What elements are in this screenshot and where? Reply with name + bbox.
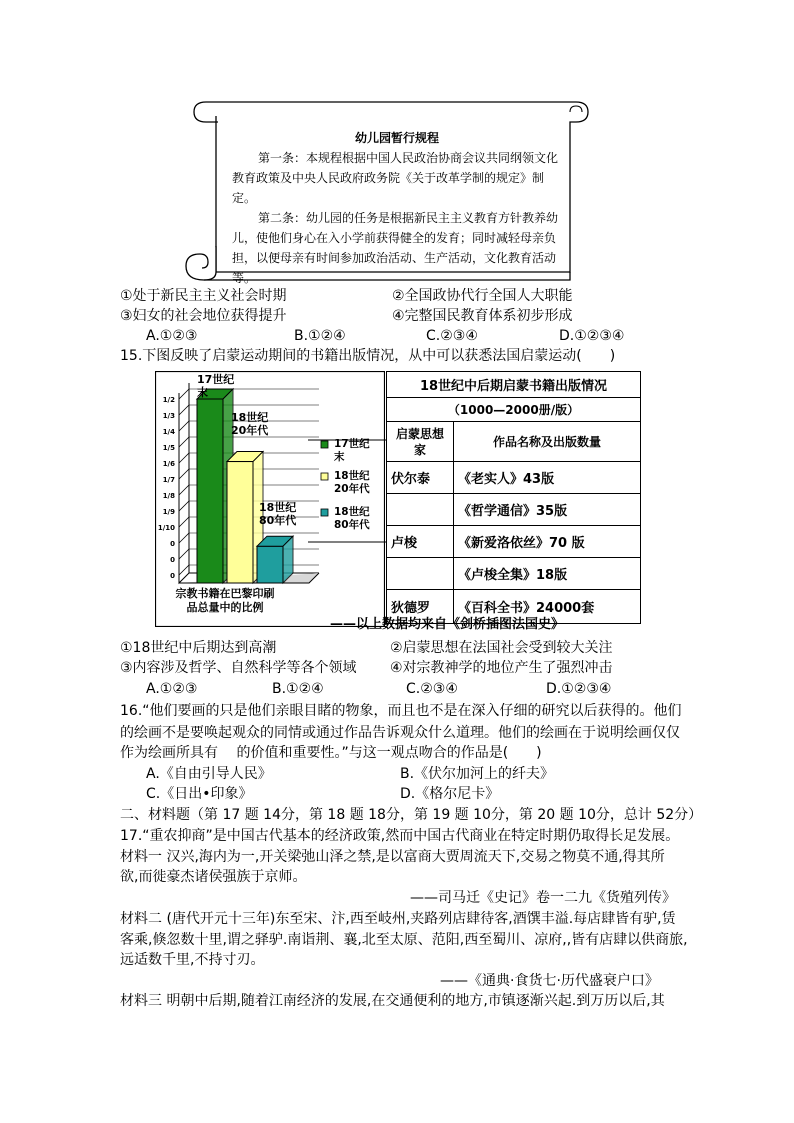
pub-author: [387, 558, 454, 590]
material-2-line-3: 远适数千里,不持寸刃。: [120, 952, 265, 968]
q15-choice-b: B.①②④: [272, 681, 324, 697]
chart-title-line-2: 品总量中的比例: [186, 601, 264, 614]
chart-legend-label: 20年代: [334, 483, 370, 495]
pub-table-subtitle: （1000—2000册/版）: [387, 398, 641, 422]
material-2-line-2: 客乘,倏忽数十里,谓之驿驴.南诣荆、襄,北至太原、范阳,西至蜀川、凉府,,皆有店肆以供商旅,: [120, 932, 688, 948]
chart-bar: [227, 462, 253, 583]
chart-y-tick: 1/9: [162, 508, 175, 516]
pub-table-title: 18世纪中后期启蒙书籍出版情况: [387, 372, 641, 398]
section-2-heading: 二、材料题（第 17 题 14分，第 18 题 18分，第 19 题 10分，第 20 题 10分，总计 52分）: [120, 807, 703, 823]
chart-bar-label: 17世纪: [197, 373, 235, 386]
chart-bar-label: 末: [197, 386, 208, 399]
chart-legend-label: 80年代: [334, 519, 370, 531]
q16-option-c: C.《日出•印象》: [146, 786, 253, 802]
q15-option-1: ①18世纪中后期达到高潮: [120, 640, 277, 656]
chart-y-tick: 1/3: [162, 412, 175, 420]
chart-y-tick: 1/5: [162, 444, 175, 452]
material-2-source: ——《通典·食货七·历代盛衰户口》: [440, 973, 659, 989]
pub-author: 伏尔泰: [387, 462, 454, 494]
q16-line-1: 16.“他们要画的只是他们亲眼目睹的物象，而且也不是在深入仔细的研究以后获得的。他们: [120, 703, 682, 719]
q14-option-2: ②全国政协代行全国人大职能: [392, 288, 573, 304]
chart-bar: [197, 399, 223, 583]
pub-author: [387, 494, 454, 526]
chart-bar-label: 18世纪: [231, 411, 269, 424]
q15-option-3: ③内容涉及哲学、自然科学等各个领域: [120, 660, 357, 676]
q14-choice-a: A.①②③: [146, 328, 198, 344]
chart-bar: [257, 546, 283, 583]
chart-legend-label: 17世纪: [334, 438, 370, 450]
pub-table-head-author: 启蒙思想家: [387, 422, 454, 462]
pub-work: 《卢梭全集》18版: [454, 558, 641, 590]
q15-option-4: ④对宗教神学的地位产生了强烈冲击: [390, 660, 613, 676]
pub-work: 《老实人》43版: [454, 462, 641, 494]
pub-author: 卢梭: [387, 526, 454, 558]
chart-bar-label: 20年代: [231, 424, 269, 437]
scroll-title: 幼儿园暂行规程: [354, 131, 439, 145]
chart-y-tick: 0: [170, 556, 175, 564]
q14-choice-c: C.②③④: [426, 328, 478, 344]
chart-bar-label: 80年代: [259, 514, 297, 527]
chart-y-tick: 1/6: [162, 460, 175, 468]
q14-option-3: ③妇女的社会地位获得提升: [120, 308, 287, 324]
chart-title-line-1: 宗教书籍在巴黎印刷: [175, 587, 275, 600]
material-1-line-2: 欲,而徙豪杰诸侯强族于京师。: [120, 869, 307, 885]
q16-line-3: 作为绘画所具有 的价值和重要性。”与这一观点吻合的作品是( ): [120, 745, 542, 761]
chart-y-tick: 1/8: [162, 492, 175, 500]
q17-stem: 17.“重农抑商”是中国古代基本的经济政策,然而中国古代商业在特定时期仍取得长足发展。: [120, 828, 680, 844]
q15-choice-d: D.①②③④: [546, 681, 612, 697]
pub-table-head-work: 作品名称及出版数量: [454, 422, 641, 462]
scroll-article-2: 第二条：幼儿园的任务是根据新民主主义教育方针教养幼儿，使他们身心在入小学前获得健全的发育；同时减轻母亲负担，以便母亲有时间参加政治活动、生产活动，文化教育活动等。: [232, 211, 559, 285]
q16-line-2: 的绘画不是要唤起观众的同情或通过作品告诉观众什么道理。他们的绘画在于说明绘画仅仅: [120, 725, 680, 741]
q14-choice-b: B.①②④: [294, 328, 346, 344]
chart-y-tick: 1/7: [162, 476, 175, 484]
chart-legend-label: 18世纪: [334, 506, 370, 518]
q14-choice-d: D.①②③④: [559, 328, 625, 344]
material-3-line-1: 材料三 明朝中后期,随着江南经济的发展,在交通便利的地方,市镇逐渐兴起.到万历以后,其: [120, 993, 665, 1009]
material-1-source: ——司马迁《史记》卷一二九《货殖列传》: [410, 890, 676, 906]
q14-option-4: ④完整国民教育体系初步形成: [392, 308, 573, 324]
scroll-article-1: 第一条：本规程根据中国人民政治协商会议共同纲领文化教育政策及中央人民政府政务院《关于改革学制的规定》制定。: [232, 151, 559, 205]
pub-author: 狄德罗: [387, 590, 454, 624]
q16-option-a: A.《自由引导人民》: [146, 766, 272, 782]
material-1-line-1: 材料一 汉兴,海内为一,开关梁弛山泽之禁,是以富商大贾周流天下,交易之物莫不通,得其所: [120, 849, 665, 865]
chart-table-connector: [308, 430, 388, 550]
chart-legend-label: 末: [334, 451, 345, 463]
q15-choice-a: A.①②③: [146, 681, 198, 697]
chart-y-tick: 1/2: [162, 396, 175, 404]
q14-option-1: ①处于新民主主义社会时期: [120, 288, 287, 304]
material-2-line-1: 材料二 (唐代开元十三年)东至宋、汴,西至岐州,夹路列店肆待客,酒馔丰溢.每店肆皆有驴,赁: [120, 911, 676, 927]
q15-stem: 15.下图反映了启蒙运动期间的书籍出版情况，从中可以获悉法国启蒙运动( ): [120, 348, 616, 364]
q15-option-2: ②启蒙思想在法国社会受到较大关注: [390, 640, 613, 656]
scroll-text: [232, 128, 562, 288]
data-source-note: ——以上数据均来自《剑桥插图法国史》: [330, 617, 565, 632]
chart-y-tick: 1/10: [157, 524, 175, 532]
pub-work: 《百科全书》24000套: [454, 590, 641, 624]
chart-y-tick: 1/4: [162, 428, 175, 436]
publication-table: [386, 371, 641, 624]
chart-bar-label: 18世纪: [259, 501, 297, 514]
q16-option-b: B.《伏尔加河上的纤夫》: [400, 766, 555, 782]
q16-option-d: D.《格尔尼卡》: [400, 786, 500, 802]
q15-choice-c: C.②③④: [406, 681, 458, 697]
chart-legend-label: 18世纪: [334, 470, 370, 482]
chart-y-tick: 0: [170, 572, 175, 580]
pub-work: 《哲学通信》35版: [454, 494, 641, 526]
pub-work: 《新爱洛依丝》70 版: [454, 526, 641, 558]
chart-y-tick: 0: [170, 540, 175, 548]
